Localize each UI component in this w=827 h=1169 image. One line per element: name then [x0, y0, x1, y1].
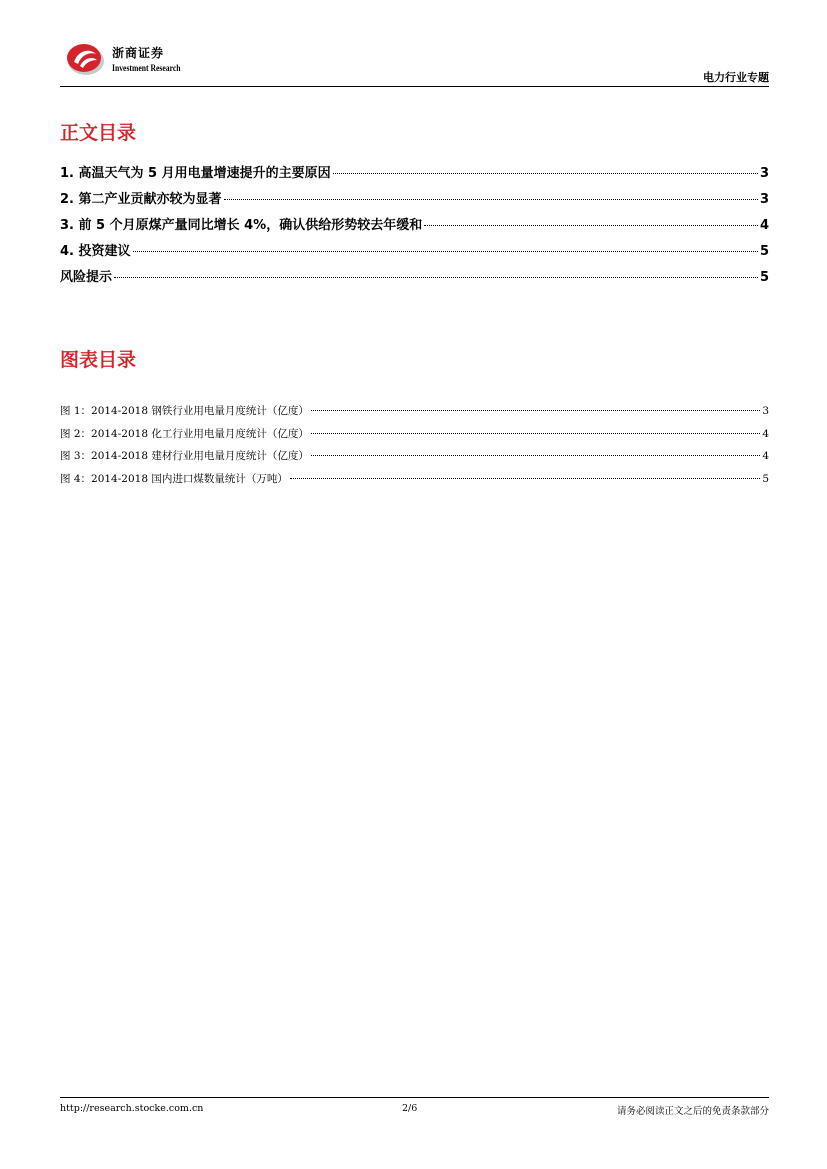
page-header	[60, 40, 769, 88]
header-divider	[60, 86, 769, 87]
toc-item[interactable]	[60, 240, 769, 266]
toc-item[interactable]	[60, 214, 769, 240]
toc-title: 正文目录	[60, 122, 137, 144]
toc-item-page: 4	[759, 218, 769, 233]
dot-leader	[311, 455, 760, 456]
figure-item-page: 4	[762, 427, 769, 440]
figure-item[interactable]	[60, 448, 769, 471]
figure-list	[60, 403, 769, 493]
dot-leader	[290, 478, 760, 479]
figure-item-label: 图 3：2014-2018 建材行业用电量月度统计（亿度）	[60, 450, 309, 462]
toc-item-label: 3. 前 5 个月原煤产量同比增长 4%，确认供给形势较去年缓和	[60, 218, 423, 233]
report-category: 电力行业专题	[703, 71, 769, 84]
toc-item-page: 3	[759, 192, 769, 207]
toc-item-label: 4. 投资建议	[60, 244, 131, 259]
toc-item[interactable]	[60, 266, 769, 292]
dot-leader	[114, 277, 758, 278]
footer-disclaimer: 请务必阅读正文之后的免责条款部分	[616, 1106, 769, 1117]
logo-text-cn: 浙商证券	[112, 46, 165, 60]
toc-list	[60, 162, 769, 292]
figure-item-label: 图 1：2014-2018 钢铁行业用电量月度统计（亿度）	[60, 405, 309, 417]
figure-item[interactable]	[60, 403, 769, 426]
logo-text-en: Investment Research	[112, 63, 181, 73]
figure-item-page: 4	[762, 450, 769, 462]
dot-leader	[133, 251, 758, 252]
dot-leader	[424, 225, 758, 226]
footer-divider	[60, 1097, 769, 1098]
figure-item[interactable]	[60, 426, 769, 449]
footer-url[interactable]: http://research.stocke.com.cn	[60, 1103, 204, 1114]
figure-item-page: 5	[762, 472, 769, 485]
figure-item[interactable]	[60, 471, 769, 494]
dot-leader	[311, 433, 760, 434]
dot-leader	[224, 199, 758, 200]
toc-item[interactable]	[60, 188, 769, 214]
figure-item-label: 图 2：2014-2018 化工行业用电量月度统计（亿度）	[60, 427, 309, 440]
toc-item-label: 风险提示	[60, 270, 113, 285]
toc-item[interactable]	[60, 162, 769, 188]
toc-item-label: 2. 第二产业贡献亦较为显著	[60, 192, 222, 207]
toc-item-page: 5	[759, 270, 769, 285]
toc-item-page: 5	[759, 244, 769, 259]
footer-page-number: 2/6	[402, 1103, 418, 1114]
logo-icon	[66, 40, 106, 78]
toc-item-label: 1. 高温天气为 5 月用电量增速提升的主要原因	[60, 166, 331, 181]
dot-leader	[333, 173, 758, 174]
dot-leader	[311, 410, 760, 411]
toc-item-page: 3	[759, 166, 769, 181]
figure-item-page: 3	[762, 405, 769, 417]
figure-item-label: 图 4：2014-2018 国内进口煤数量统计（万吨）	[60, 472, 288, 485]
figures-title: 图表目录	[60, 349, 137, 371]
